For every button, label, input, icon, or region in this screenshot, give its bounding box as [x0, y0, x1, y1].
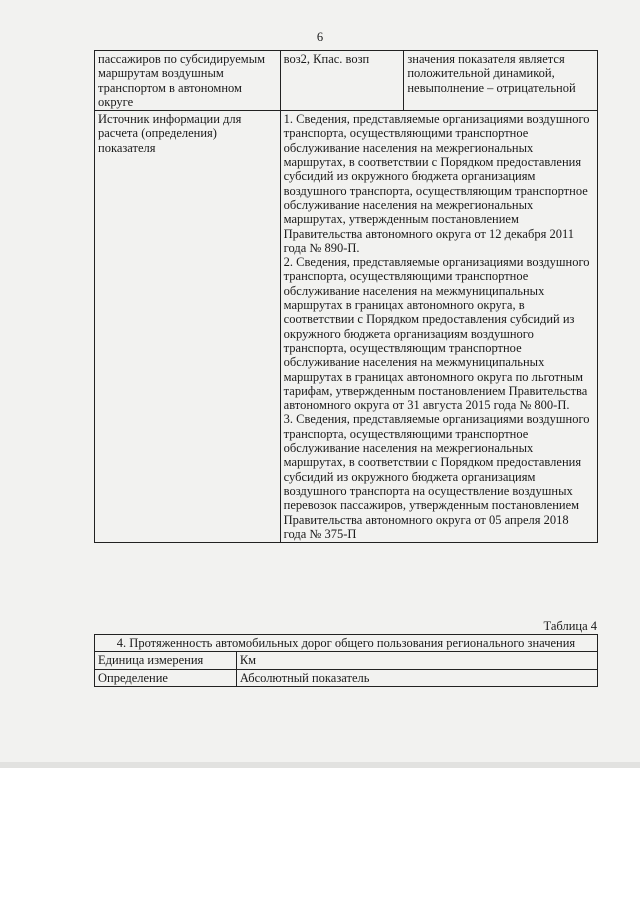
row-value: Абсолютный показатель — [236, 669, 597, 686]
table-header-row — [95, 635, 598, 652]
table-row — [95, 111, 598, 543]
table-row — [95, 51, 598, 111]
source-item: 2. Сведения, представляемые организациями воздушного транспорта, осуществляющими транспортное обслуживание населения на межмуниципальных маршрутах в границах автономного округа, в соответствии с Порядком предоставления субсидий из окружного бюджета организациям воздушного транспорта, осуществляющим транспортное обслуживание населения на межмуниципальных маршрутах в границах автономного округа по льготным тарифам, утвержденным постановлением Правительства автономного округа от 31 августа 2015 года № 800-П. — [283, 255, 590, 413]
scan-bottom-edge — [0, 762, 640, 768]
table-header: 4. Протяженность автомобильных дорог общего пользования регионального значения — [95, 635, 598, 652]
evaluation-cell: значения показателя является положительной динамикой, невыполнение – отрицательной — [404, 51, 598, 111]
source-label-cell: Источник информации для расчета (определения) показателя — [95, 111, 281, 543]
source-item: 3. Сведения, представляемые организациями воздушного транспорта, осуществляющими транспортное обслуживание населения на межрегиональных маршрутах, в соответствии с Порядком предоставления субсидий из окружного бюджета организациям воздушного транспорта на осуществление воздушных перевозок пассажиров, утвержденным постановлением Правительства автономного округа от 05 апреля 2018 года № 375-П — [283, 412, 590, 541]
table-row — [95, 652, 598, 669]
indicator-table — [94, 50, 598, 543]
row-label: Единица измерения — [95, 652, 237, 669]
table-caption: Таблица 4 — [543, 619, 597, 633]
row-value: Км — [236, 652, 597, 669]
source-item: 1. Сведения, представляемые организациями воздушного транспорта, осуществляющими транспортное обслуживание населения на межрегиональных маршрутах, в соответствии с Порядком предоставления субсидий из окружного бюджета организациям воздушного транспорта, осуществляющим транспортное обслуживание населения на межрегиональных маршрутах, утвержденным постановлением Правительства автономного округа от 12 декабря 2011 года № 890-П. — [283, 112, 590, 255]
formula-variables-cell: воз2, Кпас. возп — [280, 51, 404, 111]
source-content-cell — [280, 111, 597, 543]
table-row — [95, 669, 598, 686]
row-label: Определение — [95, 669, 237, 686]
page-number: 6 — [316, 30, 324, 44]
table-4 — [94, 634, 598, 687]
indicator-name-cell: пассажиров по субсидируемым маршрутам воздушным транспортом в автономном округе — [95, 51, 281, 111]
